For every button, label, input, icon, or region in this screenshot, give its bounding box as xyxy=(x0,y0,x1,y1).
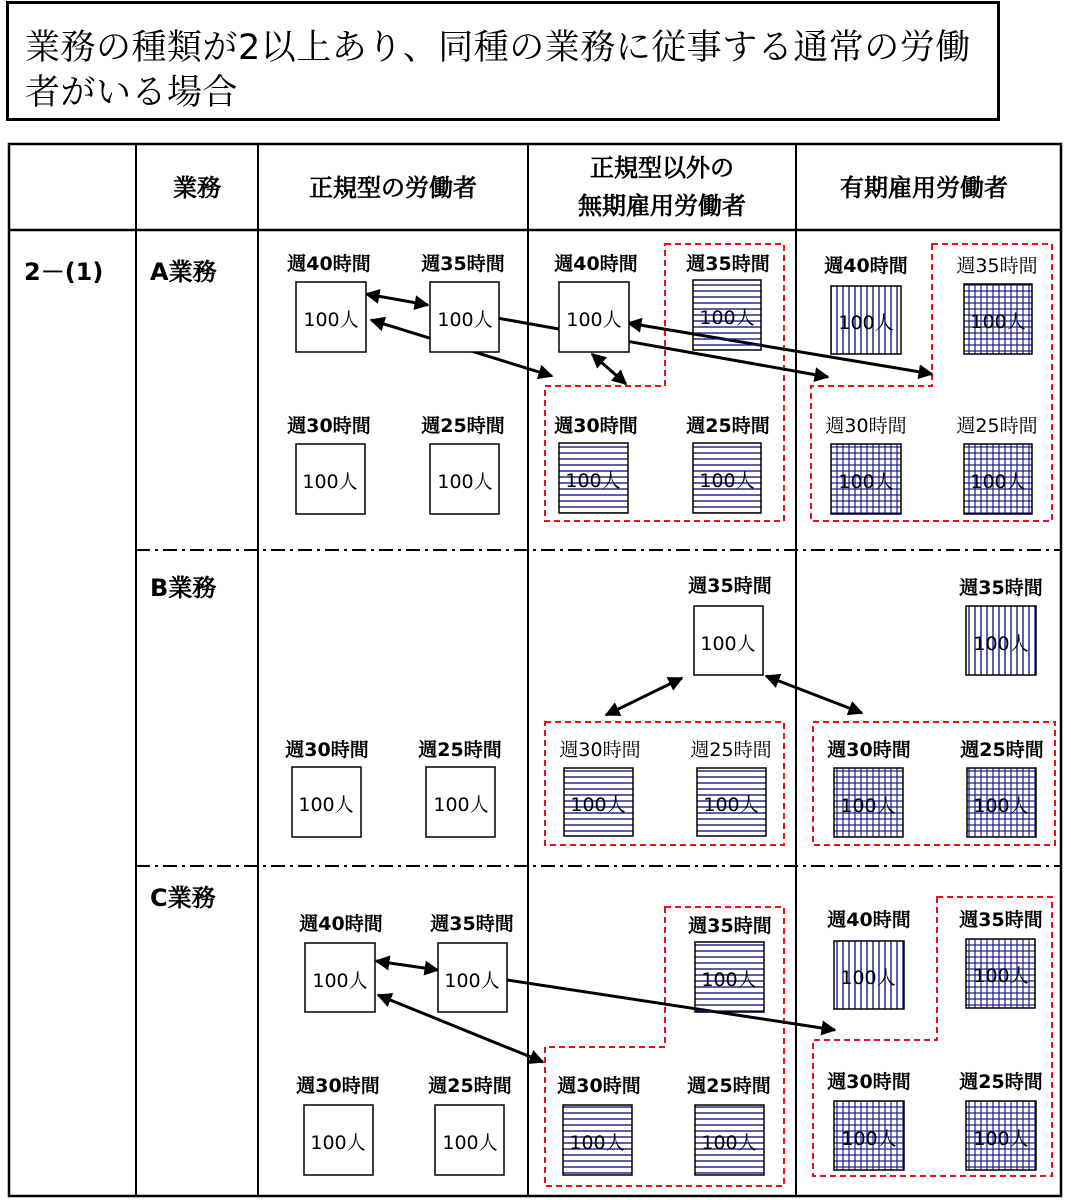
hours-label: 週40時間 xyxy=(824,255,908,277)
hours-label: 週35時間 xyxy=(688,575,772,597)
worker-count: 100人 xyxy=(841,1128,897,1150)
worker-count: 100人 xyxy=(565,470,621,492)
hours-label: 週25時間 xyxy=(686,415,770,437)
arrow-a-1 xyxy=(366,294,428,305)
hours-label: 週25時間 xyxy=(428,1075,512,1097)
hours-label: 週25時間 xyxy=(421,415,505,437)
table-frame xyxy=(9,144,1061,1196)
worker-count: 100人 xyxy=(840,795,896,817)
hours-label: 週25時間 xyxy=(959,1071,1043,1093)
worker-count: 100人 xyxy=(437,471,493,493)
worker-count: 100人 xyxy=(973,795,1029,817)
hours-label: 週30時間 xyxy=(296,1075,380,1097)
hours-label: 週35時間 xyxy=(686,253,770,275)
worker-count: 100人 xyxy=(699,470,755,492)
row-b xyxy=(284,574,1043,837)
hours-label: 週30時間 xyxy=(285,739,369,761)
arrow-b-1 xyxy=(606,678,682,715)
hours-label: 週35時間 xyxy=(959,577,1043,599)
header-non-regular-line2: 無期雇用労働者 xyxy=(578,192,746,220)
dashed-groups xyxy=(545,244,1055,1186)
worker-count: 100人 xyxy=(838,471,894,493)
hours-label: 週40時間 xyxy=(299,913,383,935)
worker-count: 100人 xyxy=(838,312,894,334)
hours-label: 週25時間 xyxy=(690,739,772,761)
worker-count: 100人 xyxy=(444,970,500,992)
case-label: 2－(1) xyxy=(24,258,104,286)
worker-count: 100人 xyxy=(973,633,1029,655)
hours-label: 週30時間 xyxy=(827,1071,911,1093)
worker-count: 100人 xyxy=(303,309,359,331)
row-c xyxy=(295,908,1042,1175)
worker-count: 100人 xyxy=(701,969,757,991)
worker-count: 100人 xyxy=(970,311,1026,333)
worker-count: 100人 xyxy=(302,471,358,493)
worker-count: 100人 xyxy=(973,965,1029,987)
worker-count: 100人 xyxy=(298,794,354,816)
hours-label: 週40時間 xyxy=(827,909,911,931)
hours-label: 週25時間 xyxy=(418,739,502,761)
hours-label: 週40時間 xyxy=(287,253,371,275)
hours-label: 週40時間 xyxy=(554,253,638,275)
worker-count: 100人 xyxy=(700,633,756,655)
task-b-label: B業務 xyxy=(150,574,217,602)
hours-label: 週30時間 xyxy=(825,415,907,437)
hours-label: 週30時間 xyxy=(287,415,371,437)
hours-label: 週35時間 xyxy=(688,915,772,937)
arrow-c-1 xyxy=(376,961,438,970)
worker-count: 100人 xyxy=(970,471,1026,493)
hours-label: 週35時間 xyxy=(430,913,514,935)
hours-label: 週25時間 xyxy=(956,415,1038,437)
task-a-label: A業務 xyxy=(150,258,217,286)
worker-count: 100人 xyxy=(312,970,368,992)
worker-count: 100人 xyxy=(437,309,493,331)
worker-count: 100人 xyxy=(840,967,896,989)
header-regular: 正規型の労働者 xyxy=(309,174,477,202)
hours-label: 週25時間 xyxy=(687,1075,771,1097)
task-c-label: C業務 xyxy=(150,884,216,912)
hours-label: 週30時間 xyxy=(554,415,638,437)
hours-label: 週35時間 xyxy=(956,255,1038,277)
row-a xyxy=(286,252,1037,514)
arrow-c-3 xyxy=(507,980,835,1030)
hours-label: 週35時間 xyxy=(959,909,1043,931)
worker-count: 100人 xyxy=(569,1132,625,1154)
header-non-regular-line1: 正規型以外の xyxy=(590,154,734,182)
arrow-a-4 xyxy=(592,354,626,384)
worker-count: 100人 xyxy=(570,794,626,816)
header-task: 業務 xyxy=(173,174,221,202)
header-fixed-term: 有期雇用労働者 xyxy=(840,174,1008,202)
page-title: 業務の種類が2以上あり、同種の業務に従事する通常の労働者がいる場合 xyxy=(25,28,971,113)
hours-label: 週35時間 xyxy=(421,253,505,275)
arrow-b-2 xyxy=(766,676,862,713)
worker-count: 100人 xyxy=(310,1132,366,1154)
worker-count: 100人 xyxy=(973,1128,1029,1150)
worker-count: 100人 xyxy=(433,794,489,816)
worker-count: 100人 xyxy=(699,307,755,329)
hours-label: 週30時間 xyxy=(557,1075,641,1097)
worker-count: 100人 xyxy=(701,1132,757,1154)
hours-label: 週30時間 xyxy=(559,739,641,761)
worker-count: 100人 xyxy=(442,1132,498,1154)
worker-count: 100人 xyxy=(566,309,622,331)
worker-count: 100人 xyxy=(703,794,759,816)
hours-label: 週30時間 xyxy=(827,739,911,761)
hours-label: 週25時間 xyxy=(960,739,1044,761)
